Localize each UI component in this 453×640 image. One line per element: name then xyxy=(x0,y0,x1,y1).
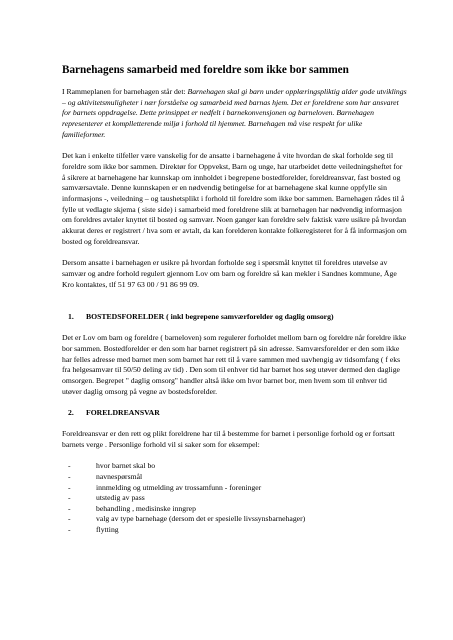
list-bullet: - xyxy=(68,461,71,471)
list-item xyxy=(62,514,407,525)
list-item-text: hvor barnet skal bo xyxy=(96,461,156,471)
document-content xyxy=(62,64,407,536)
list-bullet: - xyxy=(68,503,71,513)
spacer xyxy=(62,301,407,312)
intro-quote: Barnehagen skal gi barn under opplæringspliktig alder gode utviklings – og aktivitetsmuligheter i nær forståelse og samarbeid med barnas hjem. Det er foreldrene som har ansvaret for barnets oppdragelse. Dette prinsippet er nedfelt i barnekonvensjonen og barneloven. Barnehagen representerer et komplletterende miljø i forhold til hjemmet. Barnehagen må vise respekt for ulike familieformer. xyxy=(62,87,407,139)
list-item xyxy=(62,461,407,472)
section-2-number: 2. xyxy=(68,408,74,417)
list-bullet: - xyxy=(68,493,71,503)
list-bullet: - xyxy=(68,514,71,524)
mediator-contact-paragraph: Dersom ansatte i barnehagen er usikre på hvordan forholde seg i spørsmål knyttet til foreldres utøvelse av samvær og andre forhold regulert gjennom Lov om barn og foreldre så kan mekler i Sandnes kommune, Åge Kro kontaktes, tlf 51 97 63 00 / 91 86 99 09. xyxy=(62,258,397,289)
list-item-text: behandling , medisinske inngrep xyxy=(96,503,196,513)
section-1-body: Det er Lov om barn og foreldre ( barneloven) som regulerer forholdet mellom barn og foreldre når foreldre ikke bor sammen. Bostedforelder er den som har barnet registrert på sin adresse. Samværsforelder er den som ikke har felles adresse med barnet men som barnet har rett til å være sammen med uavhengig av tidsomfang ( f eks fra helgesamvær til 50/50 deling av tid) . Den som til enhver tid har barnet hos seg utøver dermed den daglige omsorgen. Begrepet " daglig omsorg" handler altså ikke om hvor barnet bor, men hvem som til enhver tid utøver daglig omsorg på vegne av bostedsforelder. xyxy=(62,333,407,396)
document-title: Barnehagens samarbeid med foreldre som ikke bor sammen xyxy=(62,64,349,76)
section-1-number: 1. xyxy=(68,311,74,321)
section-2-heading xyxy=(62,408,407,419)
list-bullet: - xyxy=(68,482,71,492)
section-1-heading-text: BOSTEDSFORELDER ( inkl begrepene samværforelder og daglig omsorg) xyxy=(86,311,334,321)
guidance-paragraph: Det kan i enkelte tilfeller være vanskelig for de ansatte i barnehagene å vite hvordan de skal forholde seg til foreldre som ikke bor sammen. Direktør for Oppvekst, Barn og unge, har utarbeidet dette veiledningsheftet for å sikrere at barnehagene har kunnskap om innholdet i begrepene bostedforelder, foreldreansvar, fast bosted og samværsavtale. Denne kunnskapen er en nødvendig betingelse for at barnehagene skal kunne oppfylle sin informasjons -, veiledning – og taushetsplikt i forhold til foreldre som ikke bor sammen. Barnehagen rådes til å fylle ut vedlagte skjema ( siste side) i samarbeid med foreldrene slik at barnehagen har nødvendig informasjon om foreldres avtaler knyttet til bosted og samvær. Noen ganger kan foreldre selv faktisk være usikre på hvordan akkurat deres er registrert / hva som er avtalt, da kan forelderen kontakte folkeregisteret for å få informasjon om bosted og foreldreansvar. xyxy=(62,151,407,246)
list-bullet: - xyxy=(68,472,71,482)
list-item xyxy=(62,525,407,536)
intro-paragraph xyxy=(62,87,407,141)
list-item xyxy=(62,493,407,504)
list-item xyxy=(62,504,407,515)
personal-matters-list xyxy=(62,461,407,535)
section-1-heading xyxy=(62,312,407,323)
list-item-text: flytting xyxy=(96,525,119,535)
list-item-text: valg av type barnehage (dersom det er spesielle livssynsbarnehager) xyxy=(96,514,306,524)
intro-plain-text: I Rammeplanen for barnehagen står det: xyxy=(62,87,188,96)
list-bullet: - xyxy=(68,525,71,535)
section-2-body: Foreldreansvar er den rett og plikt foreldrene har til å bestemme for barnet i personlige forhold og er fortsatt barnets verge . Personlige forhold vil si saker som for eksempel: xyxy=(62,429,395,450)
list-item-text: innmelding og utmelding av trossamfunn - foreninger xyxy=(96,482,262,492)
list-item xyxy=(62,483,407,494)
section-2-heading-text: FORELDREANSVAR xyxy=(86,408,160,417)
list-item xyxy=(62,472,407,483)
list-item-text: utstedig av pass xyxy=(96,493,145,503)
list-item-text: navnespørsmål xyxy=(96,472,143,482)
